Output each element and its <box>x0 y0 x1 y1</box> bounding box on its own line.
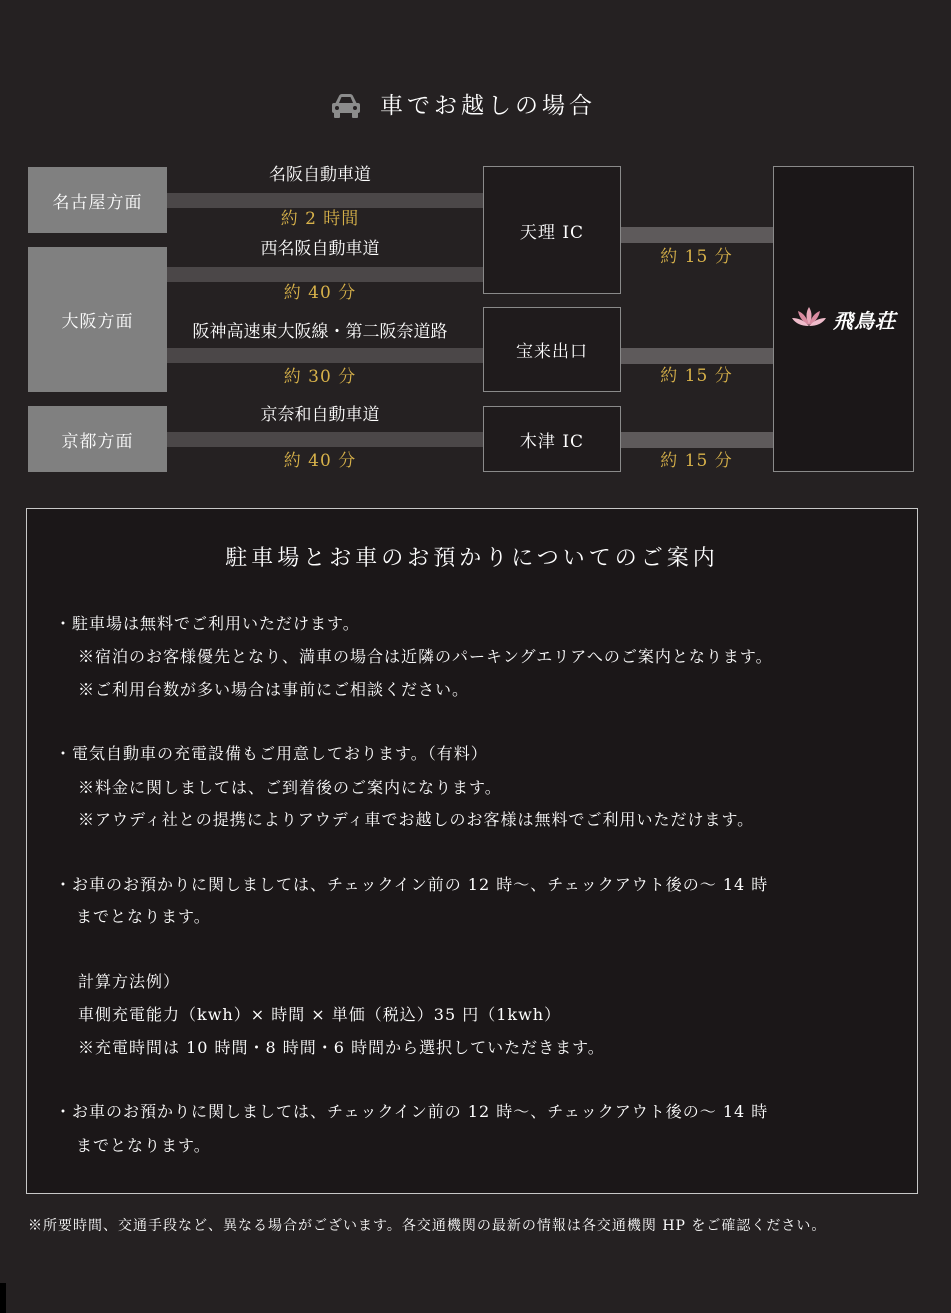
info-line: ・電気自動車の充電設備もご用意しております。（有料） <box>55 744 488 763</box>
info-line: ※ご利用台数が多い場合は事前にご相談ください。 <box>78 680 470 699</box>
destination-name: 飛鳥荘 <box>833 308 896 333</box>
info-line: 車側充電能力（kwh）× 時間 × 単価（税込）35 円（1kwh） <box>78 1005 562 1024</box>
road-label: 名阪自動車道 <box>269 165 371 185</box>
origin-osaka: 大阪方面 <box>28 247 167 392</box>
info-line: までとなります。 <box>76 1136 211 1155</box>
section-title: 車でお越しの場合 <box>380 93 596 119</box>
travel-time: 約 15 分 <box>660 451 733 471</box>
route-bar <box>620 432 773 448</box>
travel-time: 約 15 分 <box>660 366 733 386</box>
destination-logo <box>791 305 896 334</box>
info-line: 計算方法例） <box>78 972 181 991</box>
road-label: 阪神高速東大阪線・第二阪奈道路 <box>192 322 448 342</box>
interchange-kizu: 木津 IC <box>483 406 621 472</box>
info-line: ※アウディ社との提携によりアウディ車でお越しのお客様は無料でご利用いただけます。 <box>78 810 755 829</box>
route-bar <box>620 227 773 243</box>
info-line: までとなります。 <box>76 907 211 926</box>
parking-info-panel <box>26 508 918 1194</box>
info-line: ※宿泊のお客様優先となり、満車の場合は近隣のパーキングエリアへのご案内となります。 <box>78 647 773 666</box>
route-bar <box>167 193 483 208</box>
info-line: ・お車のお預かりに関しましては、チェックイン前の 12 時〜、チェックアウト後の〜 14 時 <box>55 1102 769 1121</box>
info-line: ・お車のお預かりに関しましては、チェックイン前の 12 時〜、チェックアウト後の〜 14 時 <box>55 875 769 894</box>
travel-time: 約 40 分 <box>283 283 357 303</box>
info-line: ※充電時間は 10 時間・8 時間・6 時間から選択していただきます。 <box>78 1038 605 1057</box>
footer-note: ※所要時間、交通手段など、異なる場合がございます。各交通機関の最新の情報は各交通機関 HP をご確認ください。 <box>28 1218 827 1234</box>
info-line: ・駐車場は無料でご利用いただけます。 <box>55 614 360 633</box>
travel-time: 約 40 分 <box>283 451 357 471</box>
travel-time: 約 15 分 <box>660 247 733 267</box>
road-label: 京奈和自動車道 <box>260 405 380 425</box>
route-bar <box>167 348 483 363</box>
road-label: 西名阪自動車道 <box>260 239 380 259</box>
origin-kyoto: 京都方面 <box>28 406 167 472</box>
car-icon <box>330 92 362 120</box>
info-line: ※料金に関しましては、ご到着後のご案内になります。 <box>78 778 502 797</box>
route-bar <box>167 267 483 282</box>
route-bar <box>167 432 483 447</box>
lotus-icon <box>791 305 827 333</box>
route-bar <box>620 348 773 364</box>
interchange-horai: 宝来出口 <box>483 307 621 392</box>
travel-time: 約 2 時間 <box>280 209 360 229</box>
destination-box <box>773 166 914 472</box>
info-title: 駐車場とお車のお預かりについてのご案内 <box>225 546 719 571</box>
origin-nagoya: 名古屋方面 <box>28 167 167 233</box>
interchange-tenri: 天理 IC <box>483 166 621 294</box>
travel-time: 約 30 分 <box>283 367 357 387</box>
corner-mark <box>0 1283 6 1313</box>
